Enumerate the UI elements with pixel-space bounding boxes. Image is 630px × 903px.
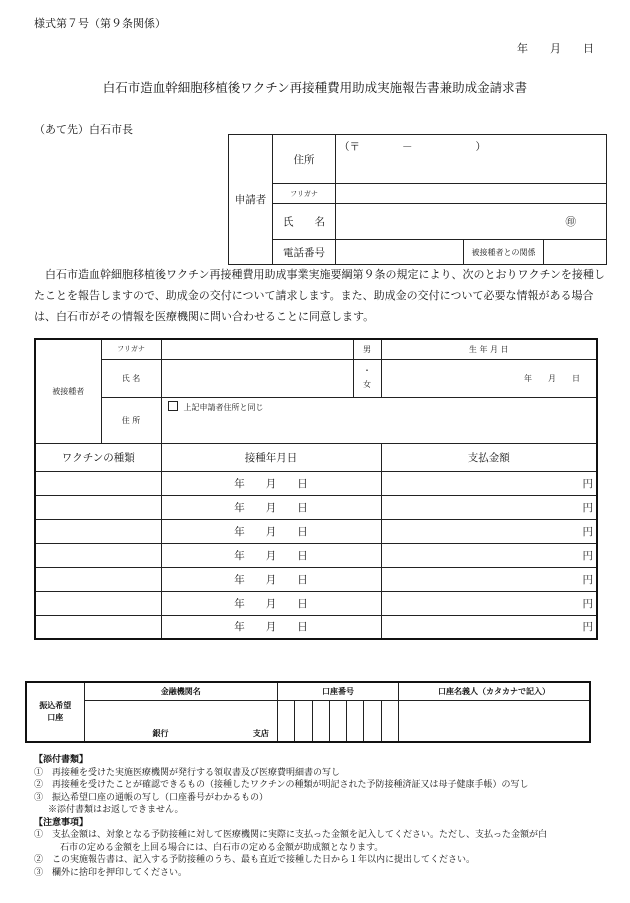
vaccination-date-field[interactable]: 年 月 日 — [161, 567, 381, 591]
payment-amount-field[interactable]: 円 — [381, 615, 597, 639]
bank-section-label — [26, 682, 84, 742]
recipient-address-label: 住 所 — [101, 397, 161, 443]
account-digit-1[interactable] — [277, 700, 294, 742]
applicant-phone-field[interactable] — [336, 240, 464, 265]
account-number-header: 口座番号 — [277, 682, 398, 700]
table-row — [35, 543, 597, 567]
bank-section-label-line1: 振込希望 — [39, 701, 72, 710]
bank-suffix: 銀行 — [152, 729, 169, 738]
applicant-address-label: 住所 — [273, 135, 336, 184]
attachment-item: ③ 振込希望口座の通帳の写し（口座番号がわかるもの） — [34, 792, 269, 803]
page-title: 白石市造血幹細胞移植後ワクチン再接種費用助成実施報告書兼助成金請求書 — [102, 80, 528, 95]
account-digit-2[interactable] — [295, 700, 312, 742]
attachment-note: ※添付書類はお返しできません。 — [48, 805, 184, 815]
date-line[interactable]: 年 月 日 — [517, 42, 594, 55]
gender-male[interactable]: 男 — [353, 339, 381, 359]
vaccination-date-field[interactable]: 年 月 日 — [161, 519, 381, 543]
account-holder-field[interactable] — [399, 700, 590, 742]
birthdate-field[interactable]: 年 月 日 — [381, 359, 597, 397]
gender-dot: ・ — [363, 366, 371, 375]
table-row — [35, 615, 597, 639]
vaccine-type-field[interactable] — [35, 567, 161, 591]
vaccine-type-field[interactable] — [35, 471, 161, 495]
vaccine-type-header: ワクチンの種類 — [35, 443, 161, 471]
table-row — [35, 495, 597, 519]
payment-amount-field[interactable]: 円 — [381, 471, 597, 495]
vaccine-type-field[interactable] — [35, 519, 161, 543]
bank-table — [25, 681, 591, 743]
applicant-furigana-label: フリガナ — [273, 184, 336, 204]
cautions-heading: 【注意事項】 — [34, 817, 89, 828]
vaccination-date-field[interactable]: 年 月 日 — [161, 495, 381, 519]
caution-item: ③ 欄外に捨印を押印してください。 — [34, 867, 188, 878]
payment-amount-field[interactable]: 円 — [381, 543, 597, 567]
table-row — [35, 567, 597, 591]
account-digit-4[interactable] — [329, 700, 346, 742]
account-digit-6[interactable] — [364, 700, 381, 742]
recipient-section-label: 被接種者 — [35, 339, 101, 443]
vaccination-date-field[interactable]: 年 月 日 — [161, 543, 381, 567]
form-number: 様式第７号（第９条関係） — [34, 17, 166, 30]
table-row — [35, 591, 597, 615]
applicant-name-label: 氏 名 — [273, 204, 336, 240]
same-address-checkbox[interactable] — [168, 401, 178, 411]
table-row — [35, 471, 597, 495]
recipient-furigana-label: フリガナ — [101, 339, 161, 359]
applicant-furigana-field[interactable] — [336, 184, 607, 204]
account-digit-7[interactable] — [381, 700, 398, 742]
applicant-address-field[interactable] — [336, 135, 607, 184]
institution-header: 金融機関名 — [84, 682, 277, 700]
institution-field[interactable] — [84, 700, 277, 742]
payment-amount-field[interactable]: 円 — [381, 591, 597, 615]
bank-section-label-line2: 口座 — [47, 713, 64, 722]
account-digit-5[interactable] — [347, 700, 364, 742]
applicant-section-label: 申請者 — [229, 135, 273, 265]
payment-amount-field[interactable]: 円 — [381, 495, 597, 519]
gender-female[interactable]: 女 — [363, 380, 371, 389]
payment-amount-header: 支払金額 — [381, 443, 597, 471]
table-row — [35, 519, 597, 543]
vaccination-date-header: 接種年月日 — [161, 443, 381, 471]
caution-item-continued: 石市の定める金額を上回る場合には、白石市の定める金額が助成額となります。 — [60, 842, 384, 853]
statement-paragraph: 白石市造血幹細胞移植後ワクチン再接種費用助成事業実施要綱第９条の規定により、次のとおりワクチンを接種したことを報告しますので、助成金の交付について請求します。また、助成金の交付について必要な情報がある場合は、白石市がその情報を医療機関に問い合わせることに同意します。 — [34, 268, 605, 323]
attachment-item: ② 再接種を受けたことが確認できるもの（接種したワクチンの種類が明記された予防接種済証又は母子健康手帳）の写し — [34, 780, 529, 790]
vaccination-date-field[interactable]: 年 月 日 — [161, 591, 381, 615]
seal-mark: ㊞ — [565, 216, 577, 228]
recipient-table — [34, 338, 598, 640]
addressee: （あて先）白石市長 — [34, 123, 133, 136]
applicant-relation-label: 被接種者との関係 — [464, 240, 544, 265]
vaccination-date-field[interactable]: 年 月 日 — [161, 615, 381, 639]
applicant-table — [228, 134, 607, 265]
applicant-name-field[interactable] — [336, 204, 607, 240]
recipient-furigana-field[interactable] — [161, 339, 353, 359]
account-holder-header: 口座名義人（カタカナで記入） — [399, 682, 590, 700]
account-digit-3[interactable] — [312, 700, 329, 742]
vaccine-type-field[interactable] — [35, 543, 161, 567]
caution-item: ① 支払金額は、対象となる予防接種に対して医療機関に実際に支払った金額を記入してください。ただし、支払った金額が白 — [34, 830, 548, 840]
notes-section — [34, 754, 604, 879]
payment-amount-field[interactable]: 円 — [381, 567, 597, 591]
recipient-name-label: 氏 名 — [101, 359, 161, 397]
postal-code-field[interactable]: （〒 － ） — [339, 141, 486, 153]
applicant-relation-field[interactable] — [544, 240, 607, 265]
caution-item: ② この実施報告書は、記入する予防接種のうち、最も直近で接種した日から１年以内に提出してください。 — [34, 855, 476, 865]
applicant-phone-label: 電話番号 — [273, 240, 336, 265]
birthdate-label: 生 年 月 日 — [381, 339, 597, 359]
vaccine-type-field[interactable] — [35, 615, 161, 639]
recipient-address-field[interactable] — [161, 397, 597, 443]
same-address-label: 上記申請者住所と同じ — [183, 402, 264, 412]
recipient-name-field[interactable] — [161, 359, 353, 397]
vaccine-type-field[interactable] — [35, 495, 161, 519]
attachment-item: ① 再接種を受けた実施医療機関が発行する領収書及び医療費明細書の写し — [34, 767, 341, 778]
attachments-heading: 【添付書類】 — [34, 755, 89, 765]
vaccine-type-field[interactable] — [35, 591, 161, 615]
gender-cell — [353, 359, 381, 397]
branch-suffix: 支店 — [252, 729, 269, 738]
payment-amount-field[interactable]: 円 — [381, 519, 597, 543]
vaccination-date-field[interactable]: 年 月 日 — [161, 471, 381, 495]
